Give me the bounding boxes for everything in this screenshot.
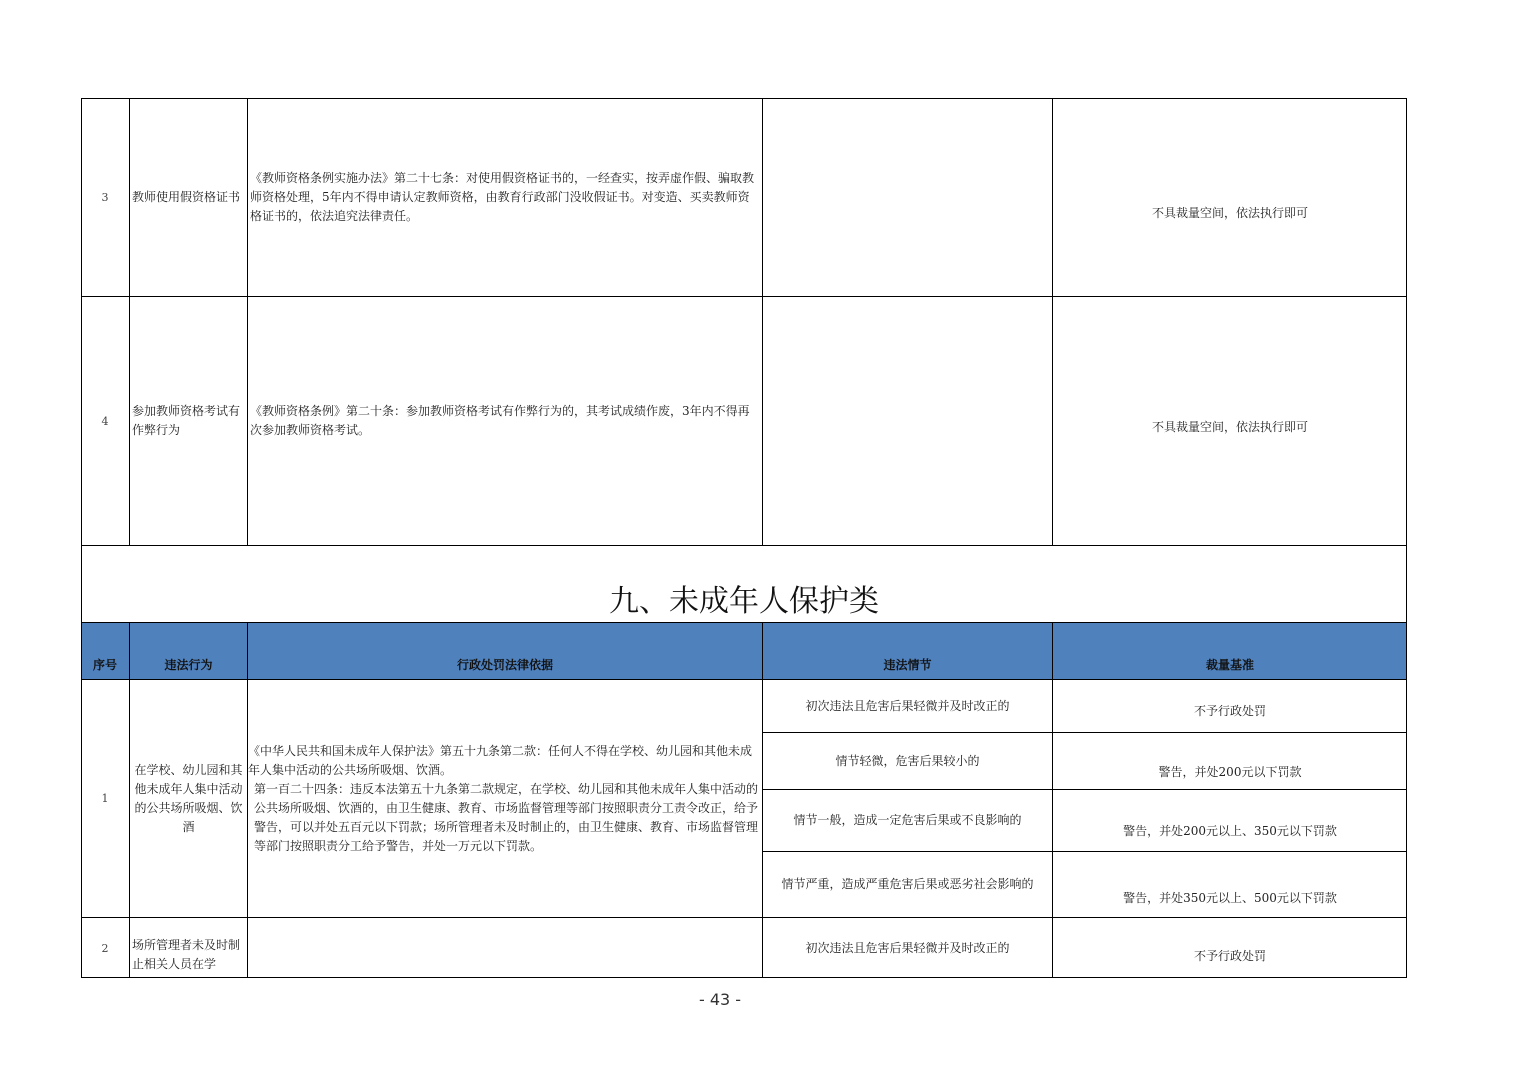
row1-legal-basis-clause-2: 第一百二十四条：违反本法第五十九条第二款规定，在学校、幼儿园和其他未成年人集中活动的公共场所吸烟、饮酒的，由卫生健康、教育、市场监督管理等部门按照职责分工责令改正，给予警告，可以并处五百元以下罚款；场所管理者未及时制止的，由卫生健康、教育、市场监督管理等部门按照职责分工给予警告，并处一万元以下罚款。 [254, 781, 759, 853]
row1-level3-standard: 警告，并处200元以上、350元以下罚款 [1123, 823, 1337, 838]
row1-level4-standard: 警告，并处350元以上、500元以下罚款 [1123, 891, 1337, 905]
grid-line [247, 622, 248, 978]
grid-line [81, 98, 1407, 99]
section-title: 九、未成年人保护类 [609, 584, 879, 619]
grid-line [129, 98, 130, 546]
grid-line [81, 917, 1407, 918]
grid-line [762, 732, 1407, 733]
grid-line [762, 622, 763, 978]
grid-line [762, 789, 1407, 790]
row1-violation: 在学校、幼儿园和其他未成年人集中活动的公共场所吸烟、饮酒 [134, 762, 243, 834]
grid-line [762, 98, 763, 546]
grid-line [1052, 98, 1053, 546]
grid-line [81, 679, 1407, 680]
row1-level4-circumstance: 情节严重，造成严重危害后果或恶劣社会影响的 [781, 877, 1034, 891]
grid-line [81, 98, 82, 978]
row1-legal-basis-clause-1: 《中华人民共和国未成年人保护法》第五十九条第二款：任何人不得在学校、幼儿园和其他未成年人集中活动的公共场所吸烟、饮酒。 [248, 743, 753, 777]
header-circumstance: 违法情节 [883, 658, 932, 672]
header-number: 序号 [92, 658, 117, 672]
row4-violation: 参加教师资格考试有作弊行为 [132, 404, 241, 437]
grid-line [247, 98, 248, 546]
row2-circumstance: 初次违法且危害后果轻微并及时改正的 [805, 940, 1010, 955]
row4-circumstance [763, 297, 1052, 545]
header-legal-basis: 行政处罚法律依据 [456, 658, 553, 672]
row3-violation: 教师使用假资格证书 [132, 189, 241, 204]
grid-line [762, 851, 1407, 852]
row2-number: 2 [101, 941, 109, 955]
grid-line [1052, 622, 1053, 978]
row3-circumstance [763, 98, 1052, 296]
row1-level3-circumstance: 情节一般，造成一定危害后果或不良影响的 [793, 813, 1022, 827]
row1-number: 1 [101, 792, 109, 805]
grid-line [81, 296, 1407, 297]
row3-legal-basis: 《教师资格条例实施办法》第二十七条：对使用假资格证书的，一经查实，按弄虚作假、骗取教师资格处理，5年内不得申请认定教师资格，由教育行政部门没收假证书。对变造、买卖教师资格证书的，依法追究法律责任。 [250, 170, 755, 223]
grid-line [129, 622, 130, 978]
grid-line [81, 622, 1407, 623]
header-violation: 违法行为 [164, 658, 213, 672]
grid-line [81, 545, 1407, 546]
grid-line [81, 977, 1407, 978]
row1-level2-standard: 警告，并处200元以下罚款 [1158, 764, 1302, 779]
row2-legal-basis [248, 918, 762, 978]
row4-legal-basis: 《教师资格条例》第二十条：参加教师资格考试有作弊行为的，其考试成绩作废，3年内不得再次参加教师资格考试。 [250, 404, 750, 437]
row2-standard: 不予行政处罚 [1193, 948, 1266, 963]
row3-standard: 不具裁量空间，依法执行即可 [1151, 205, 1308, 220]
row1-level1-circumstance: 初次违法且危害后果轻微并及时改正的 [805, 698, 1010, 713]
row3-number: 3 [101, 190, 109, 204]
row4-number: 4 [101, 414, 109, 428]
row4-standard: 不具裁量空间，依法执行即可 [1151, 419, 1308, 434]
row1-level2-circumstance: 情节轻微，危害后果较小的 [835, 753, 980, 768]
page-number: - 43 - [698, 990, 742, 1009]
row2-violation: 场所管理者未及时制止相关人员在学 [132, 938, 241, 971]
row1-level1-standard: 不予行政处罚 [1193, 703, 1266, 718]
row1-legal-basis [248, 680, 762, 917]
grid-line [1406, 98, 1407, 978]
header-standard: 裁量基准 [1205, 658, 1254, 672]
